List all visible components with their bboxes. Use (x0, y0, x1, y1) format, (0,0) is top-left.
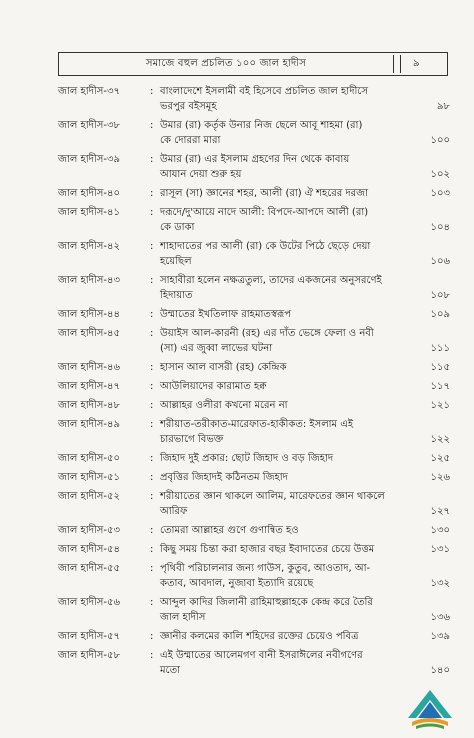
entry-page-number: ১০৩ (430, 188, 450, 199)
entry-title-line: আরিফ (160, 506, 188, 517)
entry-title-line: বাংলাদেশে ইসলামী বই হিসেবে প্রচলিত জাল হাদীসে (160, 86, 368, 97)
entry-colon: : (150, 309, 154, 320)
toc-entry (58, 470, 450, 485)
entry-colon: : (150, 188, 154, 199)
entry-title-line: উয়াইস আল-কারনী (রহ) এর দাঁত ভেঙ্গে ফেলা ও নবী (160, 328, 374, 339)
toc-entry (58, 648, 450, 678)
toc-entry (58, 542, 450, 557)
entry-colon: : (150, 381, 154, 392)
entry-page-number: ১১১ (430, 343, 450, 354)
toc-entry (58, 84, 450, 114)
header-divider (393, 55, 401, 73)
entry-title (160, 561, 422, 591)
toc-entry (58, 307, 450, 322)
entry-title (160, 629, 422, 644)
entry-colon: : (150, 86, 154, 97)
running-header (58, 52, 448, 76)
entry-title (160, 417, 422, 447)
entry-colon: : (150, 362, 154, 373)
toc-entry (58, 326, 450, 356)
entry-title (160, 84, 422, 114)
entry-colon: : (150, 154, 154, 165)
entry-colon: : (150, 120, 154, 131)
entry-title-line: জিহাদ দুই প্রকার: ছোট জিহাদ ও বড় জিহাদ (160, 453, 334, 464)
entry-page-number: ১৩৬ (430, 612, 450, 623)
entry-page-number: ১২৫ (430, 453, 450, 464)
table-of-contents (58, 84, 450, 682)
entry-title (160, 398, 422, 413)
entry-colon: : (150, 563, 154, 574)
entry-label: জাল হাদীস-৫৬ (58, 597, 120, 608)
entry-title-line: জাল হাদীস (160, 612, 206, 623)
entry-label: জাল হাদীস-৪১ (58, 207, 120, 218)
entry-page-number: ১১৭ (430, 381, 450, 392)
entry-title-line: হাসান আল বাসরী (রহ) কেন্দ্রিক (160, 362, 287, 373)
entry-label: জাল হাদীস-৪৪ (58, 309, 120, 320)
entry-title-line: কতাব, আবদাল, নুজাবা ইত্যাদি রয়েছে (160, 578, 314, 589)
entry-colon: : (150, 419, 154, 430)
entry-colon: : (150, 328, 154, 339)
entry-title-line: আল্লাহর ওলীরা কখনো মরেন না (160, 400, 288, 411)
entry-page-number: ১০০ (430, 135, 450, 146)
entry-title (160, 470, 422, 485)
entry-page-number: ১২১ (430, 400, 450, 411)
entry-title-line: দরূদে/দু'আয়ে নাদে আলী: বিপদে-আপদে আলী (রা) (160, 207, 369, 218)
entry-title (160, 118, 422, 148)
entry-title-line: হিদায়াত (160, 290, 193, 301)
toc-entry (58, 417, 450, 447)
entry-label: জাল হাদীস-৪৭ (58, 381, 120, 392)
entry-title (160, 307, 422, 322)
entry-page-number: ১৪০ (430, 665, 450, 676)
entry-page-number: ১৩২ (430, 578, 450, 589)
entry-label: জাল হাদীস-৫১ (58, 472, 120, 483)
entry-label: জাল হাদীস-৪৩ (58, 275, 120, 286)
entry-title (160, 648, 422, 678)
toc-entry (58, 523, 450, 538)
entry-colon: : (150, 453, 154, 464)
entry-label: জাল হাদীস-৪২ (58, 241, 120, 252)
entry-title-line: কে ডাকা (160, 222, 195, 233)
entry-label: জাল হাদীস-৫৩ (58, 525, 120, 536)
entry-title-line: প্রবৃত্তির জিহাদই কঠিনতম জিহাদ (160, 472, 288, 483)
entry-title-line: শরীয়াতের জ্ঞান থাকলে আলিম, মারেফতের জ্ঞান থাকলে (160, 491, 385, 502)
entry-title-line: উমার (রা) কর্তৃক উনার নিজ ছেলে আবূ শাহমা (রা) (160, 120, 363, 131)
entry-title-line: আব্দুল কাদির জিলানী রাহিমাহুল্লাহকে কেন্দ্র করে তৈরি (160, 597, 373, 608)
header-page-number: ৯ (413, 57, 420, 69)
publisher-logo-icon (406, 688, 454, 732)
entry-colon: : (150, 544, 154, 555)
entry-page-number: ১০৮ (430, 290, 450, 301)
entry-label: জাল হাদীস-৪৬ (58, 362, 120, 373)
toc-entry (58, 451, 450, 466)
entry-page-number: ১৩০ (430, 525, 450, 536)
entry-colon: : (150, 241, 154, 252)
entry-title (160, 451, 422, 466)
entry-page-number: ১২৭ (430, 506, 450, 517)
entry-page-number: ৯৮ (437, 101, 450, 112)
entry-title-line: ভরপুর বইসমূহ (160, 101, 217, 112)
entry-title (160, 205, 422, 235)
entry-colon: : (150, 472, 154, 483)
entry-label: জাল হাদীস-৪৯ (58, 419, 120, 430)
entry-title-line: সাহাবীরা হলেন নক্ষত্রতুল্য, তাদের একজনের অনুসরণেই (160, 275, 382, 286)
book-title: সমাজে বহুল প্রচলিত ১০০ জাল হাদীস (145, 57, 307, 69)
entry-colon: : (150, 400, 154, 411)
toc-entry (58, 152, 450, 182)
entry-colon: : (150, 631, 154, 642)
toc-entry (58, 489, 450, 519)
entry-title-line: পৃথিবী পরিচালনার জন্য গাউস, কুতুব, আওতাদ, আ- (160, 563, 371, 574)
entry-page-number: ১১৫ (430, 362, 450, 373)
toc-entry (58, 629, 450, 644)
toc-entry (58, 595, 450, 625)
entry-title-line: শরীয়াত-তরীকাত-মারেফাত-হাকীকত: ইসলাম এই (160, 419, 354, 430)
entry-page-number: ১০৬ (430, 256, 450, 267)
entry-title-line: এই উম্মাতের আলেমগণ বানী ইসরাঈলের নবীগণের (160, 650, 363, 661)
entry-title-line: তোমরা আল্লাহর গুণে গুণান্বিত হও (160, 525, 299, 536)
entry-title (160, 186, 422, 201)
entry-page-number: ১০৯ (430, 309, 450, 320)
toc-entry (58, 379, 450, 394)
toc-entry (58, 186, 450, 201)
entry-label: জাল হাদীস-৫৭ (58, 631, 120, 642)
toc-entry (58, 205, 450, 235)
toc-entry (58, 561, 450, 591)
entry-page-number: ১০৪ (430, 222, 450, 233)
entry-title (160, 273, 422, 303)
entry-title-line: (সা) এর জুব্বা লাভের ঘটনা (160, 343, 273, 354)
entry-label: জাল হাদীস-৩৮ (58, 120, 120, 131)
entry-page-number: ১২৬ (430, 472, 450, 483)
entry-label: জাল হাদীস-৫৫ (58, 563, 120, 574)
entry-label: জাল হাদীস-৪৫ (58, 328, 120, 339)
entry-title-line: আউলিয়াদের কারামাত হক্ব (160, 381, 267, 392)
entry-title-line: উমার (রা) এর ইসলাম গ্রহণের দিন থেকে কাবায় (160, 154, 350, 165)
entry-title-line: চারভাগে বিভক্ত (160, 434, 224, 445)
entry-colon: : (150, 650, 154, 661)
entry-title-line: রাসূল (সা) জ্ঞানের শহর, আলী (রা) ঐ শহরের দরজা (160, 188, 369, 199)
entry-label: জাল হাদীস-৫২ (58, 491, 120, 502)
entry-title (160, 542, 422, 557)
entry-label: জাল হাদীস-৩৭ (58, 86, 120, 97)
entry-page-number: ১২২ (430, 434, 450, 445)
entry-title-line: হয়েছিল (160, 256, 192, 267)
entry-colon: : (150, 275, 154, 286)
entry-title (160, 239, 422, 269)
entry-colon: : (150, 525, 154, 536)
entry-page-number: ১৩৯ (430, 631, 450, 642)
toc-entry (58, 398, 450, 413)
entry-title (160, 152, 422, 182)
entry-title-line: উম্মাতের ইখতিলাফ রাহমাতস্বরূপ (160, 309, 292, 320)
entry-label: জাল হাদীস-৩৯ (58, 154, 120, 165)
entry-label: জাল হাদীস-৫০ (58, 453, 120, 464)
entry-label: জাল হাদীস-৪৮ (58, 400, 120, 411)
entry-title (160, 489, 422, 519)
entry-title (160, 523, 422, 538)
entry-title (160, 379, 422, 394)
entry-title (160, 360, 422, 375)
toc-entry (58, 118, 450, 148)
entry-title (160, 595, 422, 625)
entry-title-line: কিছু সময় চিন্তা করা হাজার বছর ইবাদাতের চেয়ে উত্তম (160, 544, 375, 555)
entry-title-line: জ্ঞানীর কলমের কালি শহিদের রক্তের চেয়েও পবিত্র (160, 631, 359, 642)
toc-entry (58, 360, 450, 375)
entry-title (160, 326, 422, 356)
entry-label: জাল হাদীস-৫৪ (58, 544, 120, 555)
entry-title-line: আযান দেয়া শুরু হয় (160, 169, 242, 180)
entry-colon: : (150, 597, 154, 608)
entry-page-number: ১৩১ (430, 544, 450, 555)
entry-label: জাল হাদীস-৫৮ (58, 650, 120, 661)
toc-entry (58, 273, 450, 303)
entry-title-line: কে দোররা মারা (160, 135, 221, 146)
entry-title-line: মতো (160, 665, 180, 676)
entry-colon: : (150, 207, 154, 218)
entry-title-line: শাহাদাতের পর আলী (রা) কে উটের পিঠে ছেড়ে দেয়া (160, 241, 371, 252)
entry-label: জাল হাদীস-৪০ (58, 188, 120, 199)
entry-colon: : (150, 491, 154, 502)
entry-page-number: ১০২ (430, 169, 450, 180)
toc-entry (58, 239, 450, 269)
